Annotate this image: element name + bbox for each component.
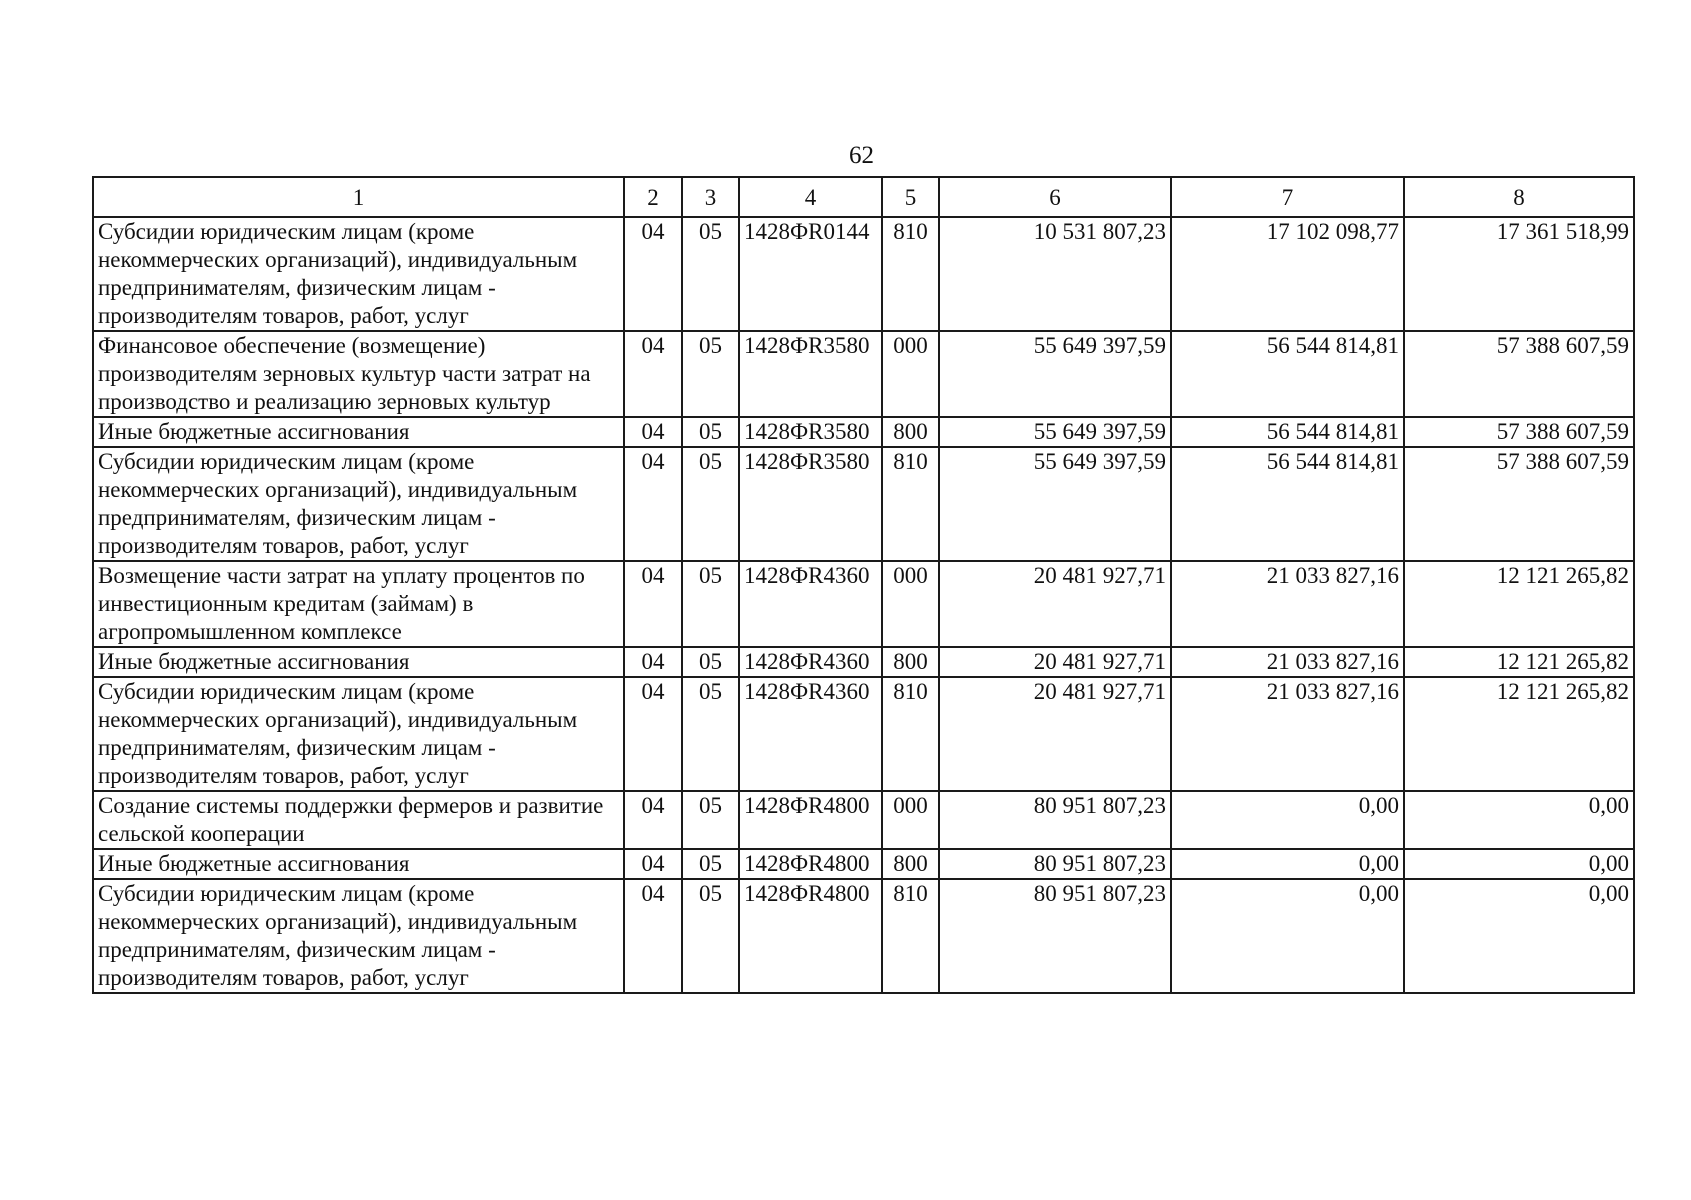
row-vr: 000 xyxy=(882,331,939,417)
row-vr: 800 xyxy=(882,647,939,677)
row-pr: 05 xyxy=(682,879,739,993)
row-name: Финансовое обеспечение (возмещение) производителям зерновых культур части затрат на производство и реализацию зерновых культур xyxy=(93,331,624,417)
row-value-1: 55 649 397,59 xyxy=(939,417,1171,447)
header-col-6: 6 xyxy=(939,177,1171,217)
row-csr: 1428ФR3580 xyxy=(739,417,882,447)
row-name: Субсидии юридическим лицам (кроме некоммерческих организаций), индивидуальным предпринимателям, физическим лицам - производителям товаров, работ, услуг xyxy=(93,879,624,993)
row-value-1: 80 951 807,23 xyxy=(939,791,1171,849)
table-row xyxy=(93,417,1634,447)
table-row xyxy=(93,879,1634,993)
row-value-3: 12 121 265,82 xyxy=(1404,677,1634,791)
row-csr: 1428ФR4800 xyxy=(739,849,882,879)
row-csr: 1428ФR4360 xyxy=(739,647,882,677)
header-col-4: 4 xyxy=(739,177,882,217)
row-rz: 04 xyxy=(624,417,682,447)
row-value-1: 20 481 927,71 xyxy=(939,677,1171,791)
row-value-3: 57 388 607,59 xyxy=(1404,417,1634,447)
row-rz: 04 xyxy=(624,879,682,993)
row-vr: 800 xyxy=(882,417,939,447)
row-rz: 04 xyxy=(624,217,682,331)
row-rz: 04 xyxy=(624,791,682,849)
header-col-8: 8 xyxy=(1404,177,1634,217)
row-vr: 000 xyxy=(882,791,939,849)
row-vr: 800 xyxy=(882,849,939,879)
row-value-1: 20 481 927,71 xyxy=(939,561,1171,647)
row-value-1: 55 649 397,59 xyxy=(939,447,1171,561)
header-col-3: 3 xyxy=(682,177,739,217)
row-csr: 1428ФR3580 xyxy=(739,447,882,561)
page-number: 62 xyxy=(849,142,874,169)
row-value-2: 0,00 xyxy=(1171,879,1404,993)
row-value-1: 10 531 807,23 xyxy=(939,217,1171,331)
row-pr: 05 xyxy=(682,217,739,331)
row-pr: 05 xyxy=(682,791,739,849)
row-value-3: 57 388 607,59 xyxy=(1404,331,1634,417)
row-vr: 810 xyxy=(882,677,939,791)
row-value-3: 12 121 265,82 xyxy=(1404,647,1634,677)
header-col-7: 7 xyxy=(1171,177,1404,217)
row-name: Иные бюджетные ассигнования xyxy=(93,417,624,447)
row-pr: 05 xyxy=(682,849,739,879)
row-vr: 810 xyxy=(882,217,939,331)
row-name: Субсидии юридическим лицам (кроме некоммерческих организаций), индивидуальным предпринимателям, физическим лицам - производителям товаров, работ, услуг xyxy=(93,677,624,791)
row-value-2: 21 033 827,16 xyxy=(1171,677,1404,791)
row-rz: 04 xyxy=(624,331,682,417)
table-row xyxy=(93,447,1634,561)
row-name: Субсидии юридическим лицам (кроме некоммерческих организаций), индивидуальным предпринимателям, физическим лицам - производителям товаров, работ, услуг xyxy=(93,217,624,331)
row-value-2: 0,00 xyxy=(1171,791,1404,849)
row-value-2: 17 102 098,77 xyxy=(1171,217,1404,331)
row-value-3: 0,00 xyxy=(1404,849,1634,879)
row-name: Иные бюджетные ассигнования xyxy=(93,849,624,879)
row-vr: 810 xyxy=(882,447,939,561)
row-value-1: 20 481 927,71 xyxy=(939,647,1171,677)
row-name: Возмещение части затрат на уплату процентов по инвестиционным кредитам (займам) в агропромышленном комплексе xyxy=(93,561,624,647)
table-row xyxy=(93,647,1634,677)
row-rz: 04 xyxy=(624,561,682,647)
table-row xyxy=(93,561,1634,647)
row-value-2: 56 544 814,81 xyxy=(1171,447,1404,561)
row-csr: 1428ФR4360 xyxy=(739,677,882,791)
row-csr: 1428ФR4800 xyxy=(739,791,882,849)
row-rz: 04 xyxy=(624,677,682,791)
row-value-2: 0,00 xyxy=(1171,849,1404,879)
row-name: Создание системы поддержки фермеров и развитие сельской кооперации xyxy=(93,791,624,849)
row-pr: 05 xyxy=(682,417,739,447)
row-value-2: 21 033 827,16 xyxy=(1171,647,1404,677)
row-value-3: 0,00 xyxy=(1404,879,1634,993)
row-csr: 1428ФR4800 xyxy=(739,879,882,993)
row-value-1: 55 649 397,59 xyxy=(939,331,1171,417)
table-row xyxy=(93,217,1634,331)
row-vr: 810 xyxy=(882,879,939,993)
row-value-3: 57 388 607,59 xyxy=(1404,447,1634,561)
header-row xyxy=(93,177,1634,217)
row-name: Субсидии юридическим лицам (кроме некоммерческих организаций), индивидуальным предпринимателям, физическим лицам - производителям товаров, работ, услуг xyxy=(93,447,624,561)
table-row xyxy=(93,849,1634,879)
row-value-2: 56 544 814,81 xyxy=(1171,417,1404,447)
budget-table xyxy=(92,176,1635,994)
row-value-1: 80 951 807,23 xyxy=(939,849,1171,879)
row-value-1: 80 951 807,23 xyxy=(939,879,1171,993)
row-pr: 05 xyxy=(682,647,739,677)
header-col-2: 2 xyxy=(624,177,682,217)
row-value-3: 0,00 xyxy=(1404,791,1634,849)
row-vr: 000 xyxy=(882,561,939,647)
table-row xyxy=(93,331,1634,417)
row-pr: 05 xyxy=(682,677,739,791)
row-rz: 04 xyxy=(624,849,682,879)
row-rz: 04 xyxy=(624,447,682,561)
row-name: Иные бюджетные ассигнования xyxy=(93,647,624,677)
row-value-3: 17 361 518,99 xyxy=(1404,217,1634,331)
row-value-3: 12 121 265,82 xyxy=(1404,561,1634,647)
table-row xyxy=(93,791,1634,849)
table-row xyxy=(93,677,1634,791)
header-col-5: 5 xyxy=(882,177,939,217)
row-pr: 05 xyxy=(682,561,739,647)
row-pr: 05 xyxy=(682,447,739,561)
row-value-2: 21 033 827,16 xyxy=(1171,561,1404,647)
row-csr: 1428ФR3580 xyxy=(739,331,882,417)
row-csr: 1428ФR4360 xyxy=(739,561,882,647)
row-pr: 05 xyxy=(682,331,739,417)
row-value-2: 56 544 814,81 xyxy=(1171,331,1404,417)
row-csr: 1428ФR0144 xyxy=(739,217,882,331)
row-rz: 04 xyxy=(624,647,682,677)
header-col-1: 1 xyxy=(93,177,624,217)
